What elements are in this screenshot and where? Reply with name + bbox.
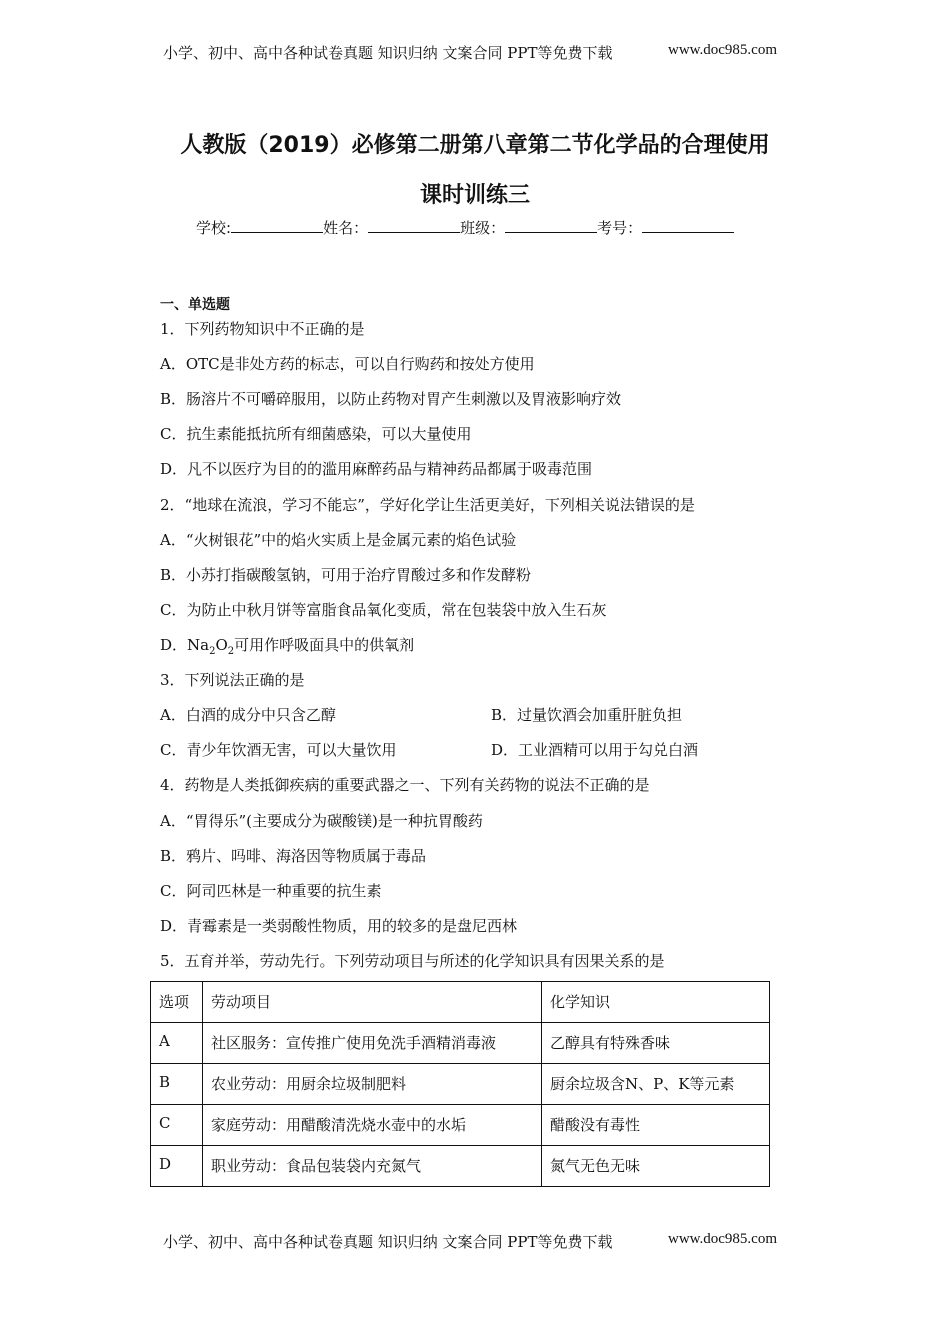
q1-option-c: C．抗生素能抵抗所有细菌感染，可以大量使用 [160,425,472,443]
q5-table [150,981,770,1187]
name-label: 姓名： [323,219,369,237]
table-cell: 乙醇具有特殊香味 [542,1023,770,1064]
table-row [151,1023,770,1064]
q2-d-sub1: 2 [209,646,216,657]
q4-option-d: D．青霉素是一类弱酸性物质，用的较多的是盘尼西林 [160,917,518,935]
table-cell: 社区服务：宣传推广使用免洗手酒精消毒液 [203,1023,542,1064]
q3-option-c: C．青少年饮酒无害，可以大量饮用 [160,741,397,759]
q1-option-b: B．肠溶片不可嚼碎服用，以防止药物对胃产生刺激以及胃液影响疗效 [160,390,622,408]
page-title: 人教版（2019）必修第二册第八章第二节化学品的合理使用 [180,133,770,158]
class-label: 班级： [460,219,506,237]
q1-option-d: D．凡不以医疗为目的的滥用麻醉药品与精神药品都属于吸毒范围 [160,460,593,478]
class-blank[interactable] [505,218,597,233]
q1-stem: 1．下列药物知识中不正确的是 [160,320,365,338]
table-row [151,1105,770,1146]
q2-option-b: B．小苏打指碳酸氢钠，可用于治疗胃酸过多和作发酵粉 [160,566,532,584]
table-cell: D [151,1146,203,1187]
q2-d-suffix: 可用作呼吸面具中的供氧剂 [234,636,415,654]
table-cell: 家庭劳动：用醋酸清洗烧水壶中的水垢 [203,1105,542,1146]
q3-option-d: D．工业酒精可以用于勾兑白酒 [491,741,699,759]
table-cell: C [151,1105,203,1146]
student-info-line [196,217,734,238]
table-header-cell: 化学知识 [542,982,770,1023]
table-cell: 厨余垃圾含N、P、K等元素 [542,1064,770,1105]
exam-no-blank[interactable] [642,218,734,233]
q2-d-sub2: 2 [227,646,235,657]
q2-option-d [160,634,414,657]
q4-stem: 4．药物是人类抵御疾病的重要武器之一、下列有关药物的说法不正确的是 [160,776,650,794]
table-cell: 氮气无色无味 [542,1146,770,1187]
footer-website[interactable]: www.doc985.com [668,1231,778,1247]
q2-stem: 2．“地球在流浪，学习不能忘”，学好化学让生活更美好，下列相关说法错误的是 [160,496,695,514]
table-cell: B [151,1064,203,1105]
q2-d-mid: O [215,636,228,654]
q2-d-prefix: D．Na [160,636,210,654]
name-blank[interactable] [368,218,460,233]
page-subtitle: 课时训练三 [419,183,530,208]
table-row [151,1146,770,1187]
q3-option-a: A．白酒的成分中只含乙醇 [160,706,336,724]
table-cell: 职业劳动：食品包装袋内充氮气 [203,1146,542,1187]
header-website[interactable]: www.doc985.com [668,42,778,58]
q2-option-a: A．“火树银花”中的焰火实质上是金属元素的焰色试验 [160,531,517,549]
exam-no-label: 考号： [597,219,643,237]
table-header-cell: 劳动项目 [203,982,542,1023]
q4-option-c: C．阿司匹林是一种重要的抗生素 [160,882,382,900]
table-cell: 醋酸没有毒性 [542,1105,770,1146]
footer-banner-text: 小学、初中、高中各种试卷真题 知识归纳 文案合同 PPT等免费下载 [163,1233,613,1251]
q2-option-c: C．为防止中秋月饼等富脂食品氧化变质，常在包装袋中放入生石灰 [160,601,607,619]
q5-stem: 5．五育并举，劳动先行。下列劳动项目与所述的化学知识具有因果关系的是 [160,952,665,970]
q3-stem: 3．下列说法正确的是 [160,671,305,689]
school-blank[interactable] [231,218,323,233]
header-banner-text: 小学、初中、高中各种试卷真题 知识归纳 文案合同 PPT等免费下载 [163,44,613,62]
table-header-row [151,982,770,1023]
section-heading: 一、单选题 [160,297,230,313]
table-cell: 农业劳动：用厨余垃圾制肥料 [203,1064,542,1105]
q1-option-a: A．OTC是非处方药的标志，可以自行购药和按处方使用 [160,355,535,373]
q4-option-a: A．“胃得乐”(主要成分为碳酸镁)是一种抗胃酸药 [160,812,483,830]
school-label: 学校: [196,219,232,237]
table-cell: A [151,1023,203,1064]
table-header-cell: 选项 [151,982,203,1023]
table-row [151,1064,770,1105]
q4-option-b: B．鸦片、吗啡、海洛因等物质属于毒品 [160,847,427,865]
q3-option-b: B．过量饮酒会加重肝脏负担 [491,706,683,724]
